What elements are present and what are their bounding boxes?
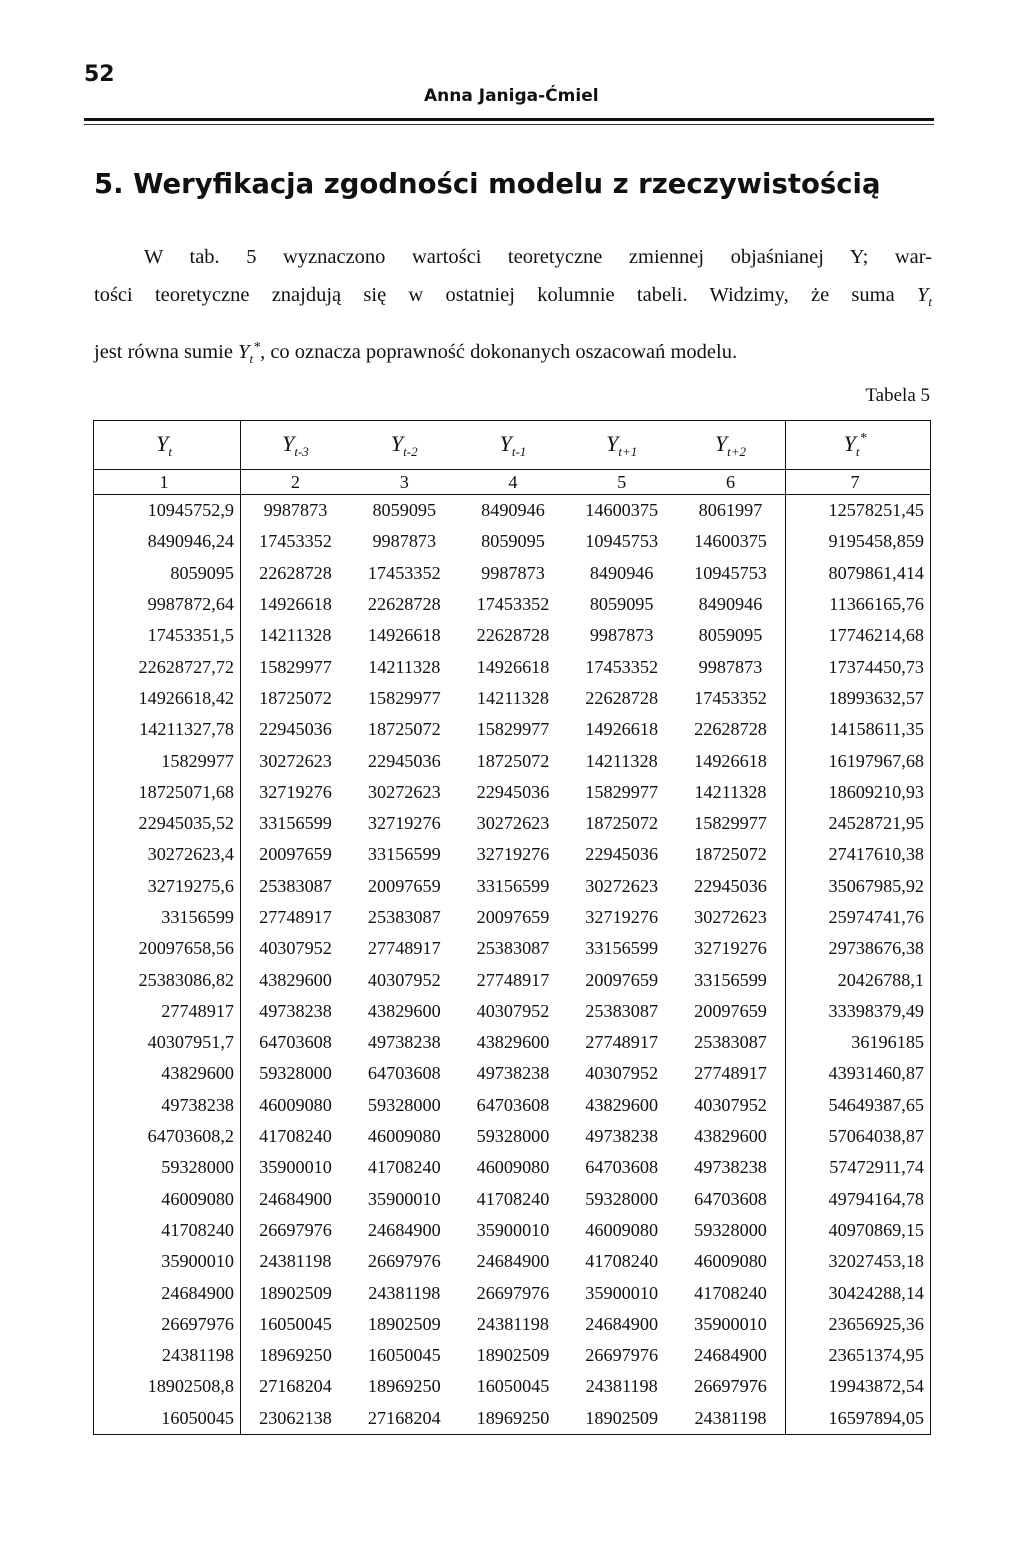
table-cell: 59328000: [585, 1188, 659, 1209]
table-cell: 40307952: [585, 1063, 659, 1084]
table-cell: 18725072: [476, 750, 550, 771]
table-cell: 18725072: [694, 844, 767, 865]
table-cell: 59328000: [94, 1152, 241, 1183]
table-cell: 20426788,1: [786, 964, 931, 995]
table-cell: 22628728: [476, 625, 550, 646]
column-header-5: $Y_{t+1}$: [567, 421, 676, 470]
table-row: [94, 1058, 931, 1089]
table-cell: 46009080: [367, 1126, 441, 1147]
table-cell: 30272623,4: [94, 839, 241, 870]
table-cell: 25383086,82: [94, 964, 241, 995]
table-cell: 27748917: [94, 996, 241, 1027]
column-number-1: 1: [94, 470, 241, 495]
table-row: [94, 1090, 931, 1121]
column-header-7: $Y_t^*$: [786, 421, 931, 470]
table-cell: 17453351,5: [94, 620, 241, 651]
table-cell: 14211328: [368, 656, 441, 677]
table-cell: 46009080: [94, 1184, 241, 1215]
table-cell: 64703608: [367, 1063, 441, 1084]
table-cell: 15829977: [94, 745, 241, 776]
table-cell: 18609210,93: [786, 777, 931, 808]
table-cell: 14211328: [585, 750, 658, 771]
table-cell: 26697976: [259, 1219, 332, 1240]
table-cell: 54649387,65: [786, 1090, 931, 1121]
table-cell: 49738238: [94, 1090, 241, 1121]
running-head: Anna Janiga-Ćmiel: [424, 86, 599, 106]
table-cell: 10945753: [585, 531, 659, 552]
table-cell: 40307951,7: [94, 1027, 241, 1058]
table-cell: 14926618: [476, 656, 550, 677]
table-cell: 35900010: [476, 1219, 550, 1240]
table-cell: 43829600: [476, 1032, 550, 1053]
table-row: [94, 1340, 931, 1371]
paragraph-line-3: [94, 329, 932, 378]
table-cell: 18993632,57: [786, 683, 931, 714]
table-cell: 18902509: [367, 1313, 441, 1334]
paragraph-line-3-suffix: , co oznacza poprawność dokonanych oszacowań modelu.: [260, 341, 738, 363]
table-row: [94, 996, 931, 1027]
table-cell: 32719275,6: [94, 871, 241, 902]
table-cell: 25383087: [694, 1032, 767, 1053]
table-cell: 32719276: [367, 813, 441, 834]
table-cell: 64703608: [585, 1157, 659, 1178]
table-cell: 35900010: [585, 1282, 659, 1303]
table-cell: 30424288,14: [786, 1277, 931, 1308]
table-cell: 26697976: [694, 1376, 767, 1397]
table-cell: 14211328: [476, 687, 549, 708]
table-cell: 33156599: [585, 938, 659, 959]
column-number-3: 3: [350, 470, 459, 495]
table-cell: 14926618,42: [94, 683, 241, 714]
table-cell: 24381198: [259, 1251, 332, 1272]
table-cell: 26697976: [367, 1251, 441, 1272]
table-cell: 46009080: [694, 1251, 767, 1272]
table-cell: 64703608,2: [94, 1121, 241, 1152]
table-cell: 14600375: [694, 531, 767, 552]
table-cell: 30272623: [585, 875, 659, 896]
table-cell: 24684900: [476, 1251, 550, 1272]
table-cell: 22628728: [585, 687, 659, 708]
table-cell: 32719276: [694, 938, 767, 959]
table-cell: 33156599: [694, 969, 767, 990]
table-cell: 30272623: [259, 750, 332, 771]
table-cell: 33156599: [259, 813, 332, 834]
table-row: [94, 1215, 931, 1246]
table-cell: 27168204: [259, 1376, 332, 1397]
table-row: [94, 651, 931, 682]
table-row: [94, 808, 931, 839]
table-row: [94, 1403, 931, 1435]
table-cell: 17453352: [476, 594, 550, 615]
table-row: [94, 1184, 931, 1215]
table-cell: 32719276: [585, 907, 659, 927]
table-cell: 41708240: [694, 1282, 767, 1303]
table-cell: 8059095: [698, 625, 763, 646]
table-cell: 43931460,87: [786, 1058, 931, 1089]
table-cell: 43829600: [694, 1126, 767, 1147]
table-cell: 16197967,68: [786, 745, 931, 776]
paragraph-line-1: W tab. 5 wyznaczono wartości teoretyczne zmiennej objaśnianej Y; war-: [144, 246, 932, 268]
table-cell: 24684900: [367, 1219, 441, 1240]
paragraph-line-2: [94, 276, 932, 321]
table-cell: 59328000: [694, 1219, 767, 1240]
table-row: [94, 714, 931, 745]
table-cell: 46009080: [585, 1219, 659, 1240]
table-row: [94, 1152, 931, 1183]
table-cell: 18902508,8: [94, 1371, 241, 1402]
table-cell: 41708240: [367, 1157, 441, 1178]
table-cell: 32719276: [476, 844, 550, 865]
column-number-4: 4: [459, 470, 568, 495]
table-cell: 20097658,56: [94, 933, 241, 964]
table-cell: 22945036: [367, 750, 441, 771]
table-cell: 27748917: [259, 907, 332, 927]
table-cell: 32027453,18: [786, 1246, 931, 1277]
table-row: [94, 1371, 931, 1402]
table-cell: 49738238: [259, 1000, 332, 1021]
column-header-6: $Y_{t+2}$: [676, 421, 786, 470]
table-row: [94, 902, 931, 933]
table-cell: 25383087: [585, 1000, 659, 1021]
table-cell: 24381198: [368, 1282, 441, 1303]
table-cell: 20097659: [694, 1000, 767, 1021]
table-cell: 64703608: [259, 1032, 332, 1053]
table-cell: 43829600: [94, 1058, 241, 1089]
table-cell: 14926618: [367, 625, 441, 646]
table-cell: 8490946,24: [94, 526, 241, 557]
table-cell: 14211328: [259, 625, 332, 646]
table-cell: 40307952: [367, 969, 441, 990]
table-row: [94, 683, 931, 714]
table-cell: 8059095: [94, 558, 241, 589]
table-cell: 46009080: [259, 1094, 332, 1115]
table-cell: 41708240: [94, 1215, 241, 1246]
table-cell: 20097659: [367, 875, 441, 896]
table-cell: 33156599: [94, 902, 241, 933]
table-cell: 40307952: [694, 1094, 767, 1115]
table-cell: 35900010: [367, 1188, 441, 1209]
table-cell: 16597894,05: [786, 1403, 931, 1435]
table-cell: 17453352: [259, 531, 332, 552]
table-row: [94, 1121, 931, 1152]
column-number-2: 2: [241, 470, 350, 495]
table-cell: 33398379,49: [786, 996, 931, 1027]
table-cell: 40307952: [259, 938, 332, 959]
table-cell: 32719276: [259, 781, 332, 802]
table-cell: 14600375: [585, 500, 659, 521]
table-row: [94, 745, 931, 776]
table-cell: 27748917: [585, 1032, 659, 1053]
table-cell: 57472911,74: [786, 1152, 931, 1183]
column-header-1: $Y_t$: [94, 421, 241, 470]
table-cell: 59328000: [259, 1063, 332, 1084]
table-cell: 30272623: [694, 907, 767, 927]
table-cell: 25383087: [476, 938, 550, 959]
table-cell: 49738238: [476, 1063, 550, 1084]
table-cell: 20097659: [476, 907, 550, 927]
table-cell: 17453352: [694, 687, 767, 708]
table-cell: 22945036: [476, 781, 550, 802]
table-cell: 43829600: [585, 1094, 659, 1115]
table-cell: 17746214,68: [786, 620, 931, 651]
table-cell: 25974741,76: [786, 902, 931, 933]
table-cell: 49794164,78: [786, 1184, 931, 1215]
table-body: [94, 495, 931, 1435]
table-cell: 33156599: [367, 844, 441, 865]
table-cell: 22945035,52: [94, 808, 241, 839]
table-cell: 22945036: [585, 844, 659, 865]
table-cell: 14158611,35: [786, 714, 931, 745]
table-cell: 8061997: [698, 500, 763, 521]
table-row: [94, 1277, 931, 1308]
table-cell: 17374450,73: [786, 651, 931, 682]
table-cell: 19943872,54: [786, 1371, 931, 1402]
table-cell: 35900010: [94, 1246, 241, 1277]
table-cell: 23651374,95: [786, 1340, 931, 1371]
table-row: [94, 526, 931, 557]
table-cell: 12578251,45: [786, 495, 931, 527]
table-row: [94, 871, 931, 902]
table-cell: 14926618: [259, 594, 332, 615]
table-cell: 40970869,15: [786, 1215, 931, 1246]
table-cell: 64703608: [476, 1094, 550, 1115]
table-row: [94, 558, 931, 589]
table-row: [94, 933, 931, 964]
table-column-number-row: [94, 470, 931, 495]
table-cell: 59328000: [476, 1126, 550, 1147]
table-cell: 18969250: [367, 1376, 441, 1397]
table-cell: 24381198: [585, 1376, 658, 1397]
table-cell: 14211327,78: [94, 714, 241, 745]
body-paragraph: [94, 238, 932, 378]
table-cell: 43829600: [367, 1000, 441, 1021]
table-cell: 17453352: [367, 562, 441, 583]
table-cell: 22628728: [694, 719, 767, 740]
table-cell: 25383087: [259, 875, 332, 896]
table-cell: 36196185: [786, 1027, 931, 1058]
table-row: [94, 839, 931, 870]
column-number-5: 5: [567, 470, 676, 495]
table-cell: 8490946: [589, 562, 654, 583]
table-row: [94, 1027, 931, 1058]
table-cell: 26697976: [94, 1309, 241, 1340]
header-rule-thin: [84, 124, 934, 125]
table-cell: 43829600: [259, 969, 332, 990]
table-row: [94, 1309, 931, 1340]
table-cell: 9987873: [481, 562, 545, 583]
table-cell: 8059095: [589, 594, 654, 615]
table-cell: 59328000: [367, 1094, 441, 1115]
paragraph-line-2-text: tości teoretyczne znajdują się w ostatniej kolumnie tabeli. Widzimy, że suma: [94, 284, 895, 306]
table-cell: 30272623: [367, 781, 441, 802]
table-cell: 22628727,72: [94, 651, 241, 682]
table-cell: 27748917: [694, 1063, 767, 1084]
table-cell: 9987873: [263, 500, 328, 521]
table-cell: 14926618: [585, 719, 659, 740]
table-row: [94, 1246, 931, 1277]
math-y-t: $Y_t$: [916, 284, 933, 309]
data-table: [93, 420, 931, 1435]
table-cell: 18902509: [567, 1403, 676, 1435]
table-cell: 23062138: [241, 1403, 350, 1435]
table-cell: 41708240: [585, 1251, 659, 1272]
table-cell: 24528721,95: [786, 808, 931, 839]
table-cell: 64703608: [694, 1188, 767, 1209]
table-cell: 29738676,38: [786, 933, 931, 964]
table-cell: 15829977: [476, 719, 550, 740]
table-header-row: [94, 421, 931, 470]
table-cell: 8490946: [698, 594, 763, 615]
table-cell: 18902509: [259, 1282, 332, 1303]
table-cell: 57064038,87: [786, 1121, 931, 1152]
page-number: 52: [84, 62, 115, 87]
table-cell: 26697976: [585, 1345, 659, 1366]
table-cell: 16050045: [259, 1313, 332, 1334]
table-cell: 40307952: [476, 1000, 550, 1021]
column-header-4: $Y_{t-1}$: [459, 421, 568, 470]
table-cell: 23656925,36: [786, 1309, 931, 1340]
table-cell: 16050045: [94, 1403, 241, 1435]
table-cell: 9987873: [589, 625, 654, 646]
table-cell: 9987873: [698, 656, 763, 677]
column-header-3: $Y_{t-2}$: [350, 421, 459, 470]
table-cell: 49738238: [694, 1157, 767, 1178]
table-cell: 18902509: [476, 1345, 550, 1366]
table-cell: 35900010: [259, 1157, 332, 1178]
table-cell: 41708240: [476, 1188, 550, 1209]
table-cell: 24381198: [676, 1403, 786, 1435]
table-cell: 9987872,64: [94, 589, 241, 620]
table-cell: 24684900: [585, 1313, 659, 1334]
table-cell: 22945036: [694, 875, 767, 896]
table-cell: 22945036: [259, 719, 332, 740]
table-cell: 9195458,859: [786, 526, 931, 557]
table-cell: 27748917: [367, 938, 441, 959]
table-row: [94, 620, 931, 651]
table-cell: 15829977: [259, 656, 332, 677]
table-cell: 18725072: [585, 813, 659, 834]
table-cell: 22628728: [367, 594, 441, 615]
table-cell: 24684900: [94, 1277, 241, 1308]
table-cell: 18725072: [367, 719, 441, 740]
table-caption: Tabela 5: [865, 385, 930, 406]
table-cell: 8079861,414: [786, 558, 931, 589]
table-cell: 10945752,9: [94, 495, 241, 527]
table-cell: 17453352: [585, 656, 659, 677]
table-cell: 41708240: [259, 1126, 332, 1147]
table-cell: 27748917: [476, 969, 550, 990]
table-cell: 9987873: [372, 531, 437, 552]
table-cell: 18969250: [259, 1345, 332, 1366]
table-cell: 46009080: [476, 1157, 550, 1178]
column-header-2: $Y_{t-3}$: [241, 421, 350, 470]
paragraph-line-3-prefix: jest równa sumie: [94, 341, 233, 363]
table-row: [94, 964, 931, 995]
table-cell: 27417610,38: [786, 839, 931, 870]
table-cell: 8059095: [372, 500, 437, 521]
table-cell: 11366165,76: [786, 589, 931, 620]
section-title: 5. Weryfikacja zgodności modelu z rzeczywistością: [94, 168, 881, 200]
header-rule: [84, 118, 934, 121]
table-cell: 35067985,92: [786, 871, 931, 902]
table-row: [94, 589, 931, 620]
table-cell: 18725071,68: [94, 777, 241, 808]
table-cell: 15829977: [367, 687, 441, 708]
table-cell: 24381198: [94, 1340, 241, 1371]
table-cell: 22628728: [259, 562, 332, 583]
table-cell: 24684900: [259, 1188, 332, 1209]
table-cell: 26697976: [476, 1282, 550, 1303]
table-cell: 14211328: [694, 781, 767, 802]
math-y-t-star: $Y_t^*$: [238, 340, 261, 366]
table-cell: 24381198: [476, 1313, 549, 1334]
table-cell: 24684900: [694, 1345, 767, 1366]
table-cell: 25383087: [367, 907, 441, 927]
table-cell: 18969250: [459, 1403, 568, 1435]
table-cell: 15829977: [585, 781, 659, 802]
table-cell: 8490946: [481, 500, 545, 521]
table-cell: 16050045: [476, 1376, 550, 1397]
table-cell: 30272623: [476, 813, 550, 834]
table-cell: 27168204: [350, 1403, 459, 1435]
table-cell: 10945753: [694, 562, 767, 583]
table-cell: 35900010: [694, 1313, 767, 1334]
column-number-7: 7: [786, 470, 931, 495]
table-cell: 20097659: [585, 969, 659, 990]
table-cell: 16050045: [367, 1345, 441, 1366]
table-cell: 49738238: [367, 1032, 441, 1053]
table-cell: 14926618: [694, 750, 767, 771]
table-cell: 33156599: [476, 875, 550, 896]
table-cell: 18725072: [259, 687, 332, 708]
column-number-6: 6: [676, 470, 786, 495]
table-cell: 20097659: [259, 844, 332, 865]
table-cell: 49738238: [585, 1126, 659, 1147]
table-row: [94, 777, 931, 808]
table-row: [94, 495, 931, 527]
table-cell: 8059095: [481, 531, 545, 552]
table-cell: 15829977: [694, 813, 767, 834]
